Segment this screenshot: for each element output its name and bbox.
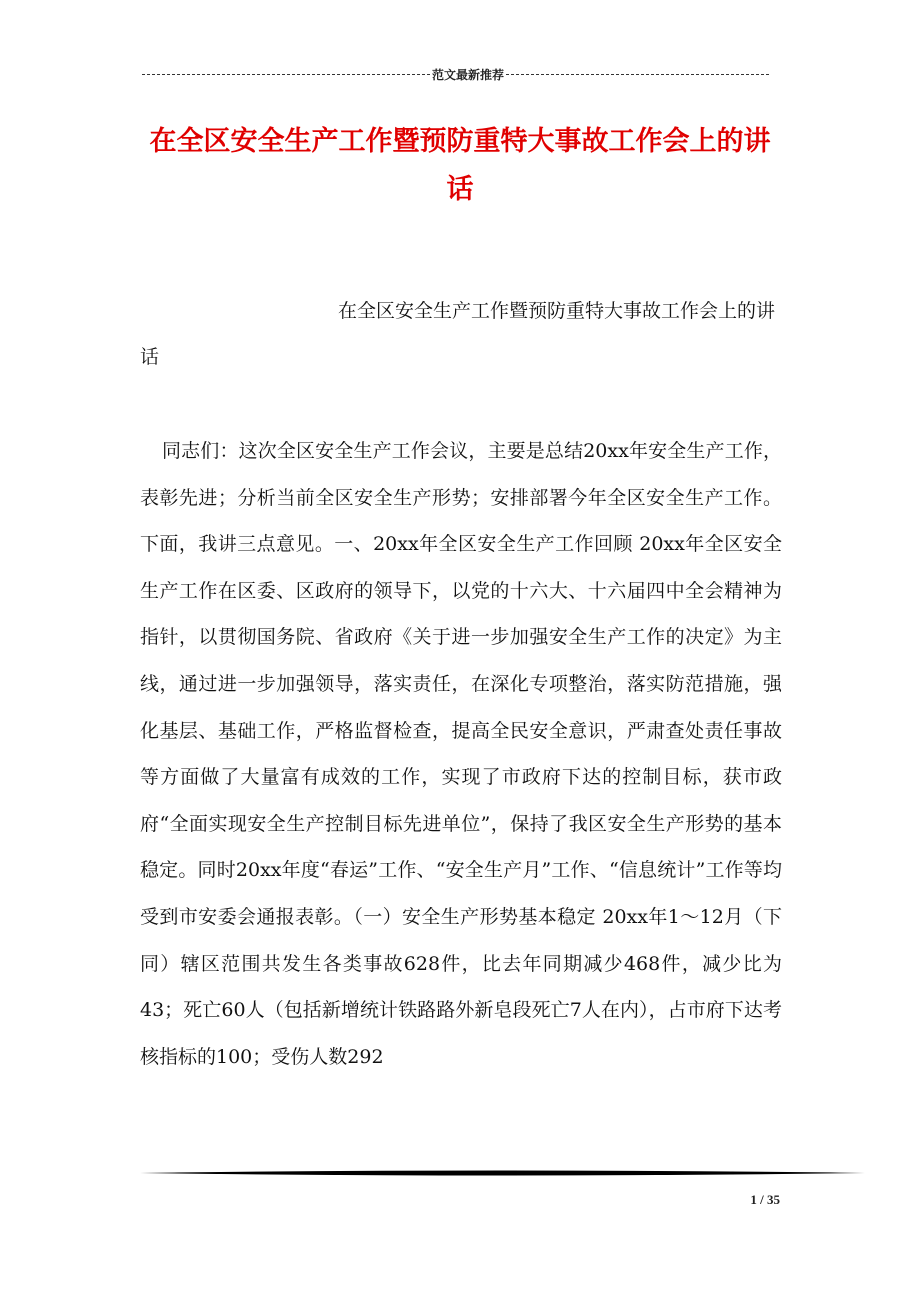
header-divider-right xyxy=(506,74,770,75)
footer-divider xyxy=(140,1168,865,1178)
document-body: 同志们：这次全区安全生产工作会议，主要是总结20xx年安全生产工作，表彰先进；分析当前全区安全生产形势；安排部署今年全区安全生产工作。下面，我讲三点意见。一、20xx年全区安全生产工作回顾 20xx年全区安全生产工作在区委、区政府的领导下，以党的十六大、十六届四中全会精神为指针，以贯彻国务院、省政府《关于进一步加强安全生产工作的决定》为主线，通过进一步加强领导，落实责任，在深化专项整治，落实防范措施，强化基层、基础工作，严格监督检查，提高全民安全意识，严肃查处责任事故等方面做了大量富有成效的工作，实现了市政府下达的控制目标，获市政府“全面实现安全生产控制目标先进单位”，保持了我区安全生产形势的基本稳定。同时20xx年度“春运”工作、“安全生产月”工作、“信息统计”工作等均受到市安委会通报表彰。（一）安全生产形势基本稳定 20xx年1～12月（下同）辖区范围共发生各类事故628件，比去年同期减少468件，减少比为43；死亡60人（包括新增统计铁路路外新皂段死亡7人在内），占市府下达考核指标的100；受伤人数292 xyxy=(140,440,782,1068)
page-header xyxy=(140,66,770,83)
document-title: 在全区安全生产工作暨预防重特大事故工作会上的讲话 xyxy=(149,126,771,205)
header-divider-left xyxy=(142,74,430,75)
page-number: 1 / 35 xyxy=(750,1192,780,1207)
header-label: 范文最新推荐 xyxy=(432,68,505,82)
document-subtitle: 在全区安全生产工作暨预防重特大事故工作会上的讲话 xyxy=(140,300,776,368)
